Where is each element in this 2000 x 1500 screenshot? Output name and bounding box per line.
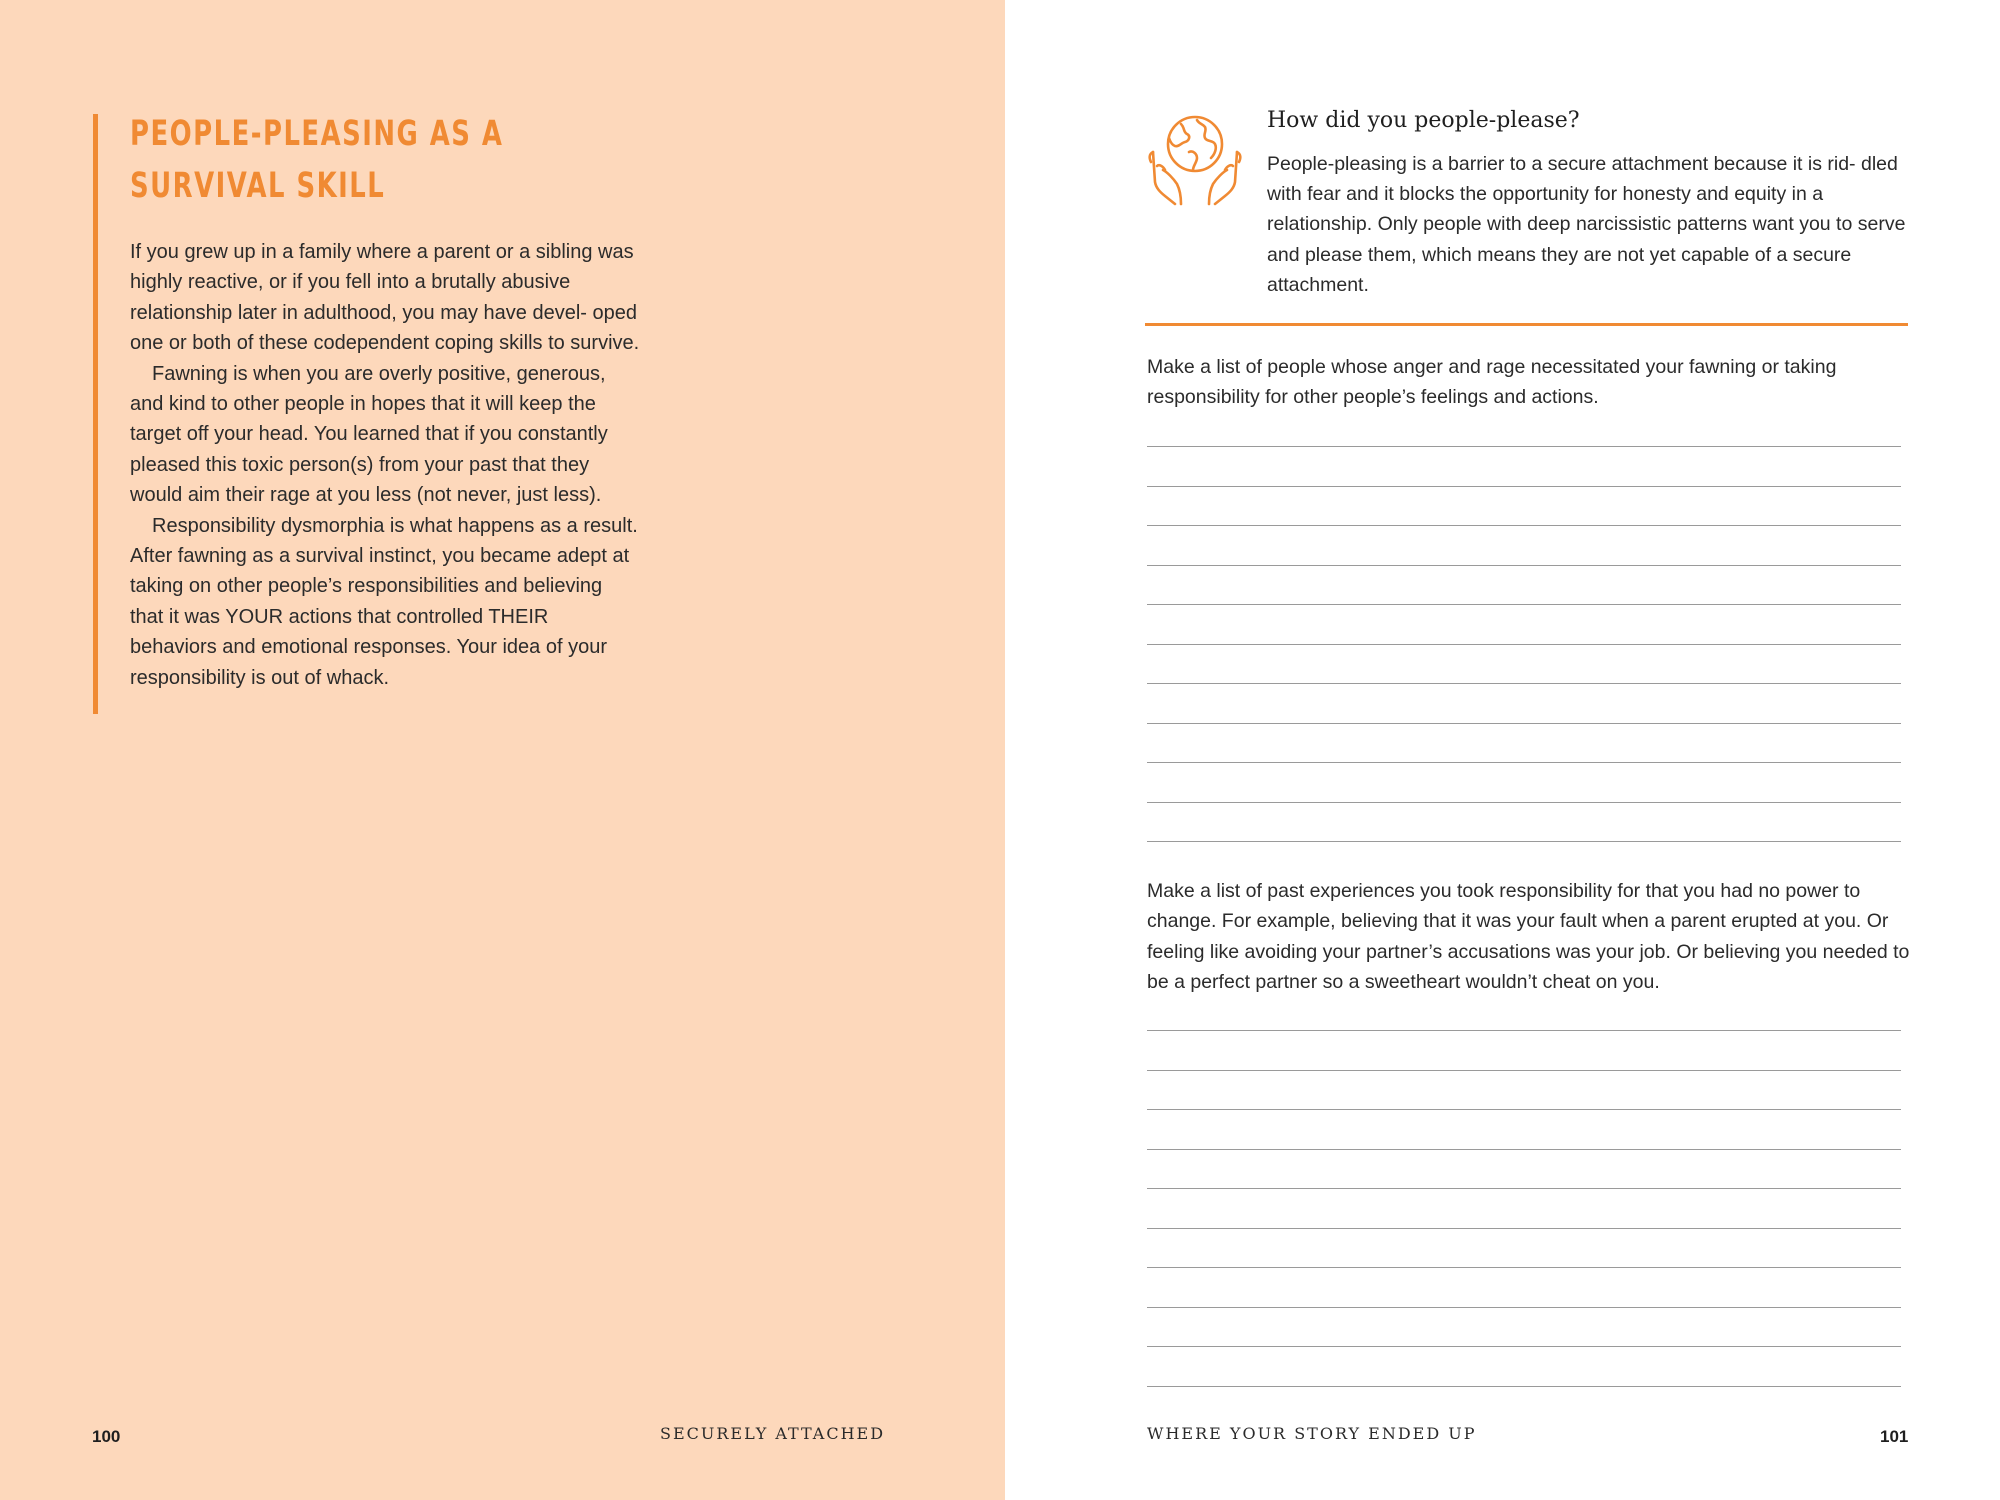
- writing-line: [1147, 1109, 1901, 1110]
- body-text: [130, 237, 640, 693]
- writing-line: [1147, 762, 1901, 763]
- writing-line: [1147, 1149, 1901, 1150]
- writing-line: [1147, 565, 1901, 566]
- heading-line-2: SURVIVAL SKILL: [130, 166, 386, 206]
- writing-line: [1147, 1188, 1901, 1189]
- page-number-right: 101: [1880, 1427, 1909, 1446]
- writing-line: [1147, 1346, 1901, 1347]
- running-head-left: SECURELY ATTACHED: [660, 1424, 886, 1443]
- writing-line: [1147, 644, 1901, 645]
- callout-title: How did you people-please?: [1267, 108, 1580, 133]
- writing-line: [1147, 1228, 1901, 1229]
- prompt-1: Make a list of people whose anger and rage necessitated your fawning or taking responsibility for other people’s feelings and actions.: [1147, 356, 1837, 409]
- paragraph-3: Responsibility dysmorphia is what happens as a result. After fawning as a survival instinct, you became adept at taking on other people’s responsibilities and believing that it was YOUR actions that controlled THEIR behaviors and emotional responses. Your idea of your responsibility is out of whack.: [130, 514, 638, 689]
- writing-line: [1147, 1386, 1901, 1387]
- writing-line: [1147, 604, 1901, 605]
- section-heading: [130, 108, 574, 212]
- accent-bar: [93, 114, 98, 714]
- running-head-right: WHERE YOUR STORY ENDED UP: [1147, 1424, 1477, 1443]
- heading-line-1: PEOPLE-PLEASING AS A: [130, 114, 504, 154]
- writing-line: [1147, 802, 1901, 803]
- paragraph-2: Fawning is when you are overly positive, generous, and kind to other people in hopes that it will keep the target off your head. You learned that if you constantly pleased this toxic person(s) from your past that they would aim their rage at you less (not never, just less).: [130, 362, 608, 507]
- prompt-2: Make a list of past experiences you took responsibility for that you had no power to change. For example, believing that it was your fault when a parent erupted at you. Or feeling like avoiding your partner’s accusations was your job. Or believing you needed to be a perfect partner so a sweetheart wouldn’t cheat on you.: [1147, 880, 1910, 994]
- hands-holding-globe-icon: [1145, 110, 1245, 210]
- writing-line: [1147, 1307, 1901, 1308]
- paragraph-1: If you grew up in a family where a parent or a sibling was highly reactive, or if you fell into a brutally abusive relationship later in adulthood, you may have devel- oped one or both of these codependent coping skills to survive.: [130, 241, 640, 355]
- writing-line: [1147, 1267, 1901, 1268]
- callout-body: People-pleasing is a barrier to a secure attachment because it is rid- dled with fear and it blocks the opportunity for honesty and equity in a relationship. Only people with deep narcissistic patterns want you to serve and please them, which means they are not yet capable of a secure attachment.: [1267, 153, 1906, 296]
- callout-divider: [1145, 323, 1908, 326]
- writing-line: [1147, 1030, 1901, 1031]
- writing-line: [1147, 486, 1901, 487]
- page-number-left: 100: [92, 1427, 121, 1446]
- writing-line: [1147, 683, 1901, 684]
- writing-line: [1147, 1070, 1901, 1071]
- writing-line: [1147, 841, 1901, 842]
- writing-line: [1147, 446, 1901, 447]
- writing-line: [1147, 723, 1901, 724]
- writing-line: [1147, 525, 1901, 526]
